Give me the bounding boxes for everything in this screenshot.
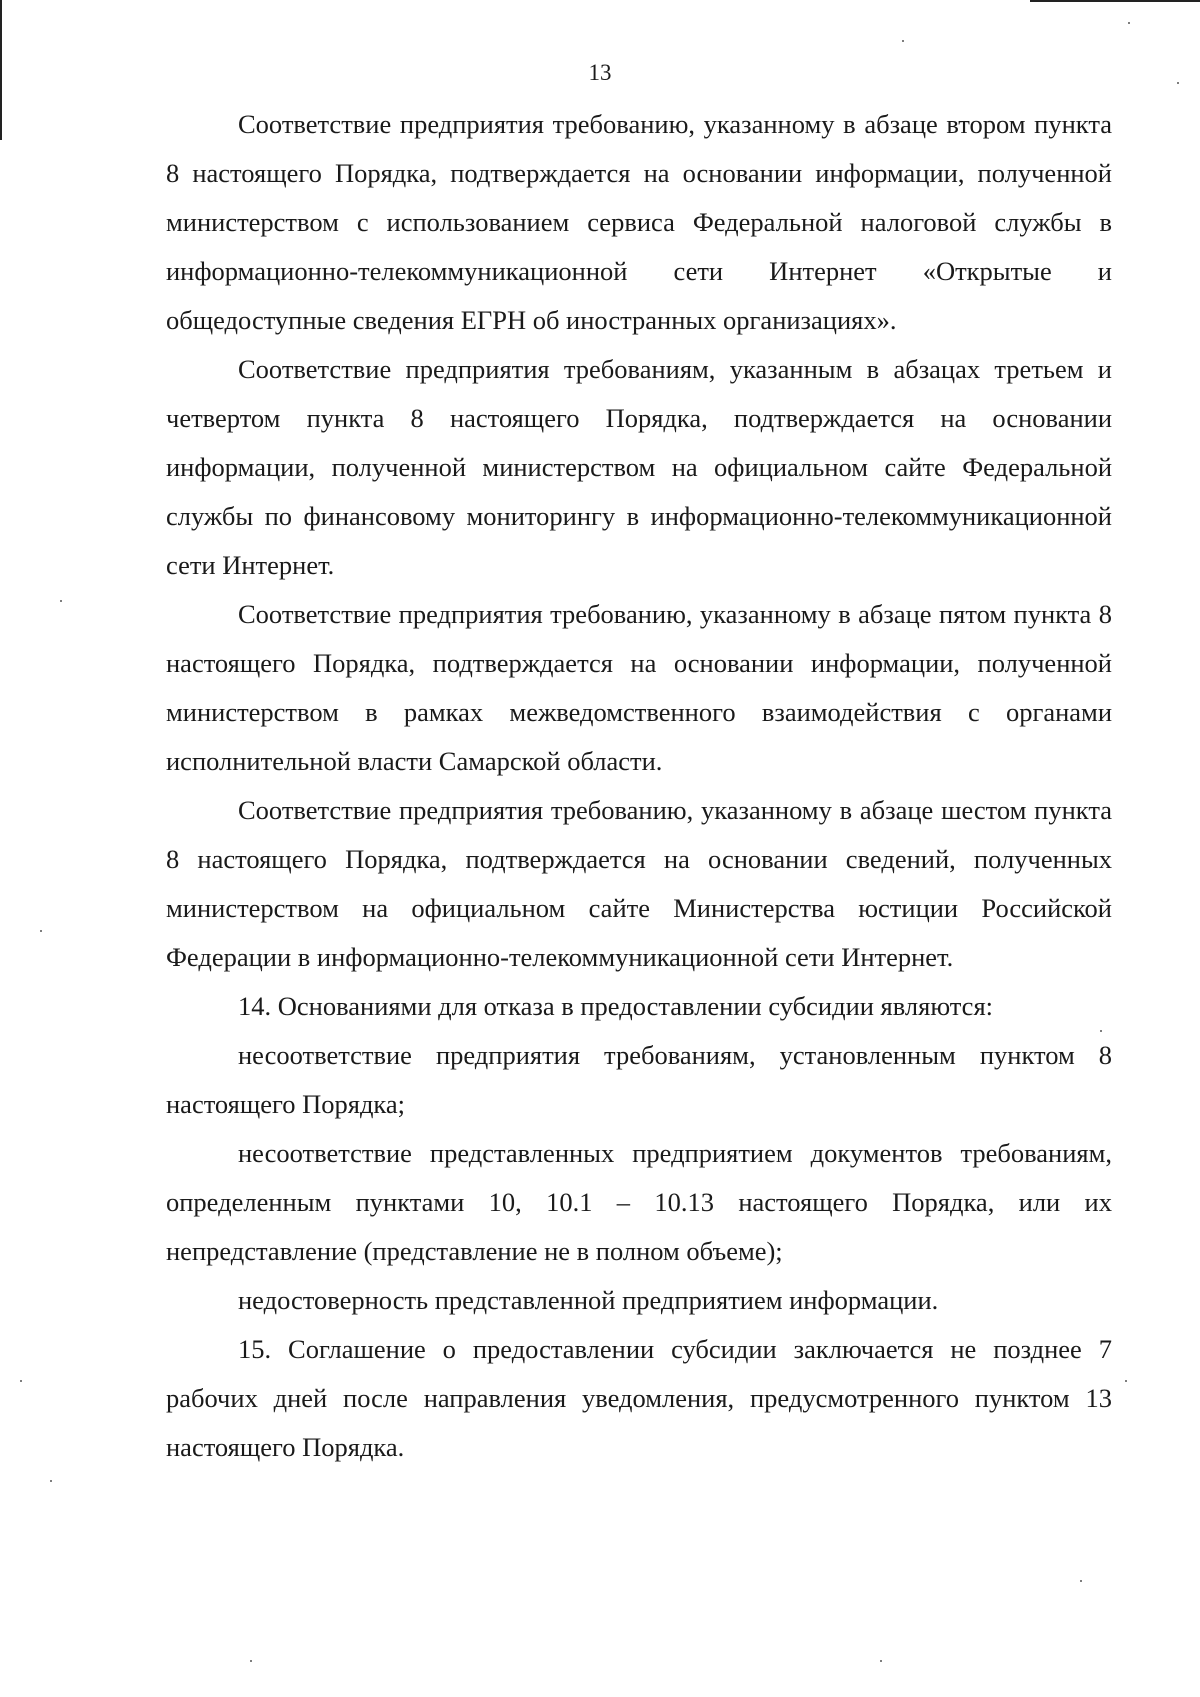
scan-speck [20, 1380, 22, 1382]
paragraph-item-15: 15. Соглашение о предоставлении субсидии заключается не позднее 7 рабочих дней после направления уведомления, предусмотренного пунктом 13 настоящего Порядка. [166, 1334, 1112, 1462]
document-body [166, 100, 1112, 1472]
scan-speck [50, 1480, 52, 1482]
paragraph-interagency-check: Соответствие предприятия требованию, указанному в абзаце пятом пункта 8 настоящего Порядка, подтверждается на основании информации, полученной министерством в рамках межведомственного взаимодействия с органами исполнительной власти Самарской области. [166, 599, 1112, 776]
scan-speck [60, 600, 62, 602]
scan-speck [1100, 1030, 1102, 1032]
scan-speck [902, 40, 904, 42]
scan-speck [880, 1660, 882, 1662]
scan-speck [1080, 1580, 1082, 1582]
scan-speck [1177, 82, 1179, 84]
paragraph-item-14: 14. Основаниями для отказа в предоставлении субсидии являются: [238, 991, 993, 1021]
paragraph-finmonitoring-check: Соответствие предприятия требованиям, указанным в абзацах третьем и четвертом пункта 8 настоящего Порядка, подтверждается на основании информации, полученной министерством на официальном сайте Федеральной службы по финансовому мониторингу в информационно-телекоммуникационной сети Интернет. [166, 354, 1112, 580]
paragraph-refusal-reason-3: недостоверность представленной предприятием информации. [238, 1285, 939, 1315]
scan-speck [250, 1660, 252, 1662]
paragraph-refusal-reason-2: несоответствие представленных предприятием документов требованиям, определенным пунктами 10, 10.1 – 10.13 настоящего Порядка, или их непредставление (представление не в полном объеме); [166, 1138, 1112, 1266]
paragraph-refusal-reason-1: несоответствие предприятия требованиям, установленным пунктом 8 настоящего Порядка; [166, 1040, 1112, 1119]
scan-top-rule [1030, 0, 1200, 2]
scan-speck [40, 930, 42, 932]
scan-speck [1125, 1380, 1127, 1382]
paragraph-egrn-check: Соответствие предприятия требованию, указанному в абзаце втором пункта 8 настоящего Порядка, подтверждается на основании информации, полученной министерством с использованием сервиса Федеральной налоговой службы в информационно-телекоммуникационной сети Интернет «Открытые и общедоступные сведения ЕГРН об иностранных организациях». [166, 109, 1112, 335]
scan-speck [1128, 22, 1130, 24]
page-number: 13 [588, 60, 612, 85]
paragraph-justice-ministry-check: Соответствие предприятия требованию, указанному в абзаце шестом пункта 8 настоящего Порядка, подтверждается на основании сведений, полученных министерством на официальном сайте Министерства юстиции Российской Федерации в информационно-телекоммуникационной сети Интернет. [166, 795, 1112, 972]
